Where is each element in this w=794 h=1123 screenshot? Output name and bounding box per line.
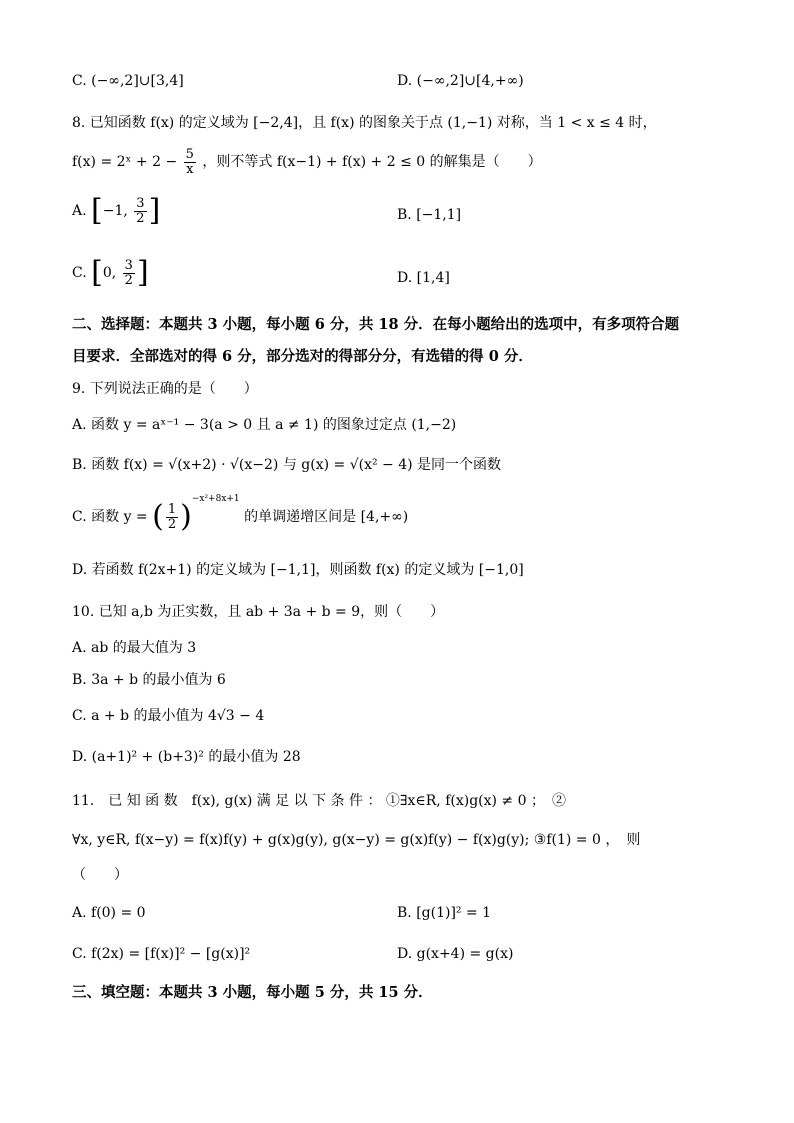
- q9-option-b: B. 函数 f(x) = √(x+2) · √(x−2) 与 g(x) = √(x² − 4) 是同一个函数: [72, 457, 502, 473]
- q10-option-b: B. 3a + b 的最小值为 6: [72, 672, 226, 688]
- q10-option-c: C. a + b 的最小值为 4√3 − 4: [72, 708, 265, 724]
- q8-option-a-num: 3: [136, 195, 145, 211]
- q8-option-a: [72, 193, 161, 228]
- q11-stem-line1: 11. 已 知 函 数 f(x), g(x) 满 足 以 下 条 件 ： ①∃x∈R, f(x)g(x) ≠ 0 ； ②: [72, 793, 566, 809]
- left-paren: (: [152, 499, 164, 534]
- left-bracket: [: [91, 255, 103, 290]
- q8-option-d: D. [1,4]: [397, 270, 450, 286]
- q9-option-c: [72, 494, 409, 534]
- q8-option-a-left: −1,: [102, 203, 128, 219]
- left-bracket: [: [91, 193, 103, 228]
- q9-option-a: A. 函数 y = aˣ⁻¹ − 3(a > 0 且 a ≠ 1) 的图象过定点 (1,−2): [72, 417, 457, 433]
- q7-option-d: D. (−∞,2]∪[4,+∞): [397, 73, 524, 89]
- q8-fraction-denominator: x: [186, 161, 194, 177]
- q10-stem: 10. 已知 a,b 为正实数，且 ab + 3a + b = 9，则（ ）: [72, 604, 445, 620]
- q8-fraction: [184, 148, 196, 176]
- q8-option-c: [72, 255, 149, 290]
- section2-heading-line2: 目要求．全部选对的得 6 分，部分选对的得部分分，有选错的得 0 分．: [72, 348, 533, 365]
- q8-option-c-left: 0,: [102, 265, 117, 281]
- q11-option-a: A. f(0) = 0: [72, 905, 146, 921]
- q11-option-b: B. [g(1)]² = 1: [397, 905, 492, 921]
- q9-option-c-exponent: −x²+8x+1: [191, 494, 240, 505]
- q8-option-c-letter: C.: [72, 265, 87, 281]
- q8-stem-line1: 8. 已知函数 f(x) 的定义域为 [−2,4]，且 f(x) 的图象关于点 (1,−1) 对称，当 1 < x ≤ 4 时，: [72, 115, 657, 131]
- q11-stem-line2: ∀x, y∈R, f(x−y) = f(x)f(y) + g(x)g(y), g(x−y) = g(x)f(y) − f(x)g(y); ③f(1) = 0 ， 则: [72, 832, 641, 848]
- right-bracket: ]: [148, 193, 161, 228]
- q8-option-c-num: 3: [124, 257, 133, 273]
- q10-option-a: A. ab 的最大值为 3: [72, 640, 197, 656]
- right-bracket: ]: [136, 255, 149, 290]
- q8-stem-line2: [72, 148, 542, 176]
- q9-option-c-fraction: [166, 503, 178, 531]
- q9-option-c-prefix: C. 函数 y =: [72, 509, 148, 525]
- section3-heading: 三、填空题：本题共 3 小题，每小题 5 分，共 15 分．: [72, 984, 433, 1001]
- q11-stem-line3: （ ）: [72, 867, 128, 883]
- q9-option-c-suffix: 的单调递增区间是 [4,+∞): [244, 509, 409, 525]
- q8-option-c-fraction: [123, 259, 135, 287]
- q11-option-c: C. f(2x) = [f(x)]² − [g(x)]²: [72, 946, 251, 962]
- q7-option-c: C. (−∞,2]∪[3,4]: [72, 73, 184, 89]
- q9-option-d: D. 若函数 f(2x+1) 的定义域为 [−1,1]，则函数 f(x) 的定义域为 [−1,0]: [72, 562, 524, 578]
- q9-stem: 9. 下列说法正确的是（ ）: [72, 381, 258, 397]
- q9-option-c-num: 1: [167, 501, 177, 517]
- q9-option-c-den: 2: [167, 516, 177, 532]
- q8-option-a-fraction: [134, 197, 146, 225]
- q8-option-a-den: 2: [136, 210, 145, 226]
- right-paren: ): [180, 499, 192, 534]
- q8-option-b: B. [−1,1]: [397, 207, 462, 223]
- q8-option-c-den: 2: [124, 272, 133, 288]
- q11-option-d: D. g(x+4) = g(x): [397, 946, 514, 962]
- q8-function-def: f(x) = 2ˣ + 2 −: [72, 154, 178, 171]
- q10-option-d: D. (a+1)² + (b+3)² 的最小值为 28: [72, 749, 301, 765]
- q8-option-a-letter: A.: [72, 203, 87, 219]
- q8-fraction-numerator: 5: [185, 147, 194, 162]
- section2-heading-line1: 二、选择题：本题共 3 小题，每小题 6 分，共 18 分．在每小题给出的选项中，有多项符合题: [72, 316, 680, 333]
- q8-inequality: ，则不等式 f(x−1) + f(x) + 2 ≤ 0 的解集是（ ）: [202, 154, 542, 171]
